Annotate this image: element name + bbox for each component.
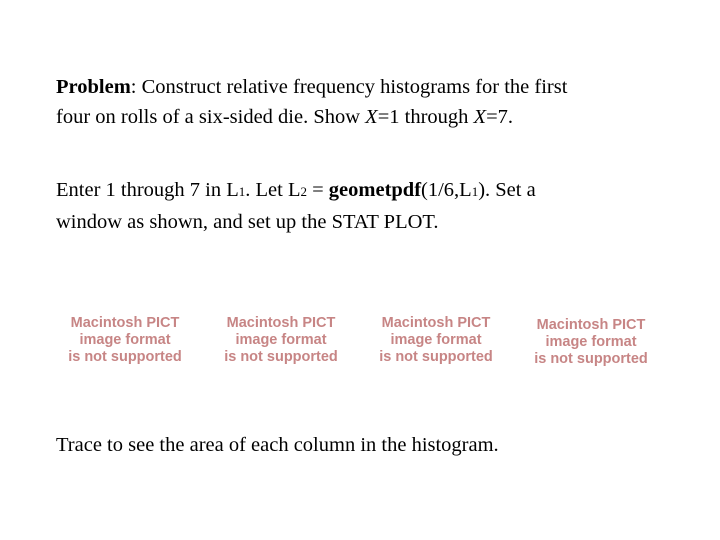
problem-line2-text: =1 through <box>377 106 474 128</box>
problem-heading: Problem <box>56 76 131 98</box>
placeholder-line: image format <box>79 332 171 348</box>
list-subscript: 2 <box>300 184 307 199</box>
function-name: geometpdf <box>328 179 422 201</box>
placeholder-line: is not supported <box>224 349 338 365</box>
problem-line2-text: four on rolls of a six-sided die. Show <box>56 106 366 128</box>
unsupported-image-placeholder <box>521 317 661 368</box>
problem-line2-text: =7. <box>486 106 514 128</box>
placeholder-line: image format <box>235 332 327 348</box>
list-subscript: 1 <box>238 184 246 199</box>
unsupported-image-placeholder <box>211 315 351 366</box>
placeholder-line: Macintosh PICT <box>381 315 491 331</box>
list-subscript: 1 <box>471 184 479 199</box>
unsupported-image-placeholder <box>55 315 195 366</box>
instructions-text: = <box>306 179 329 201</box>
instructions-line2: window as shown, and set up the STAT PLOT. <box>56 211 439 233</box>
placeholder-line: Macintosh PICT <box>226 315 336 331</box>
placeholder-line: image format <box>545 334 637 350</box>
placeholder-line: is not supported <box>68 349 182 365</box>
unsupported-image-placeholder <box>366 315 506 366</box>
instructions-text: . Let L <box>245 179 301 201</box>
problem-statement <box>56 72 567 132</box>
placeholder-line: image format <box>390 332 482 348</box>
variable-x: X <box>365 106 378 128</box>
instructions-text: (1/6,L <box>421 179 472 201</box>
problem-line1-text: : Construct relative frequency histograms for the first <box>130 76 568 98</box>
placeholder-line: is not supported <box>379 349 493 365</box>
placeholder-line: Macintosh PICT <box>536 317 646 333</box>
trace-instruction: Trace to see the area of each column in the histogram. <box>56 434 499 456</box>
variable-x: X <box>473 106 487 128</box>
placeholder-line: Macintosh PICT <box>70 315 180 331</box>
placeholder-line: is not supported <box>534 351 648 367</box>
instructions-paragraph <box>56 175 536 237</box>
instructions-text: ). Set a <box>478 179 536 201</box>
instructions-text: Enter 1 through 7 in L <box>56 179 239 201</box>
